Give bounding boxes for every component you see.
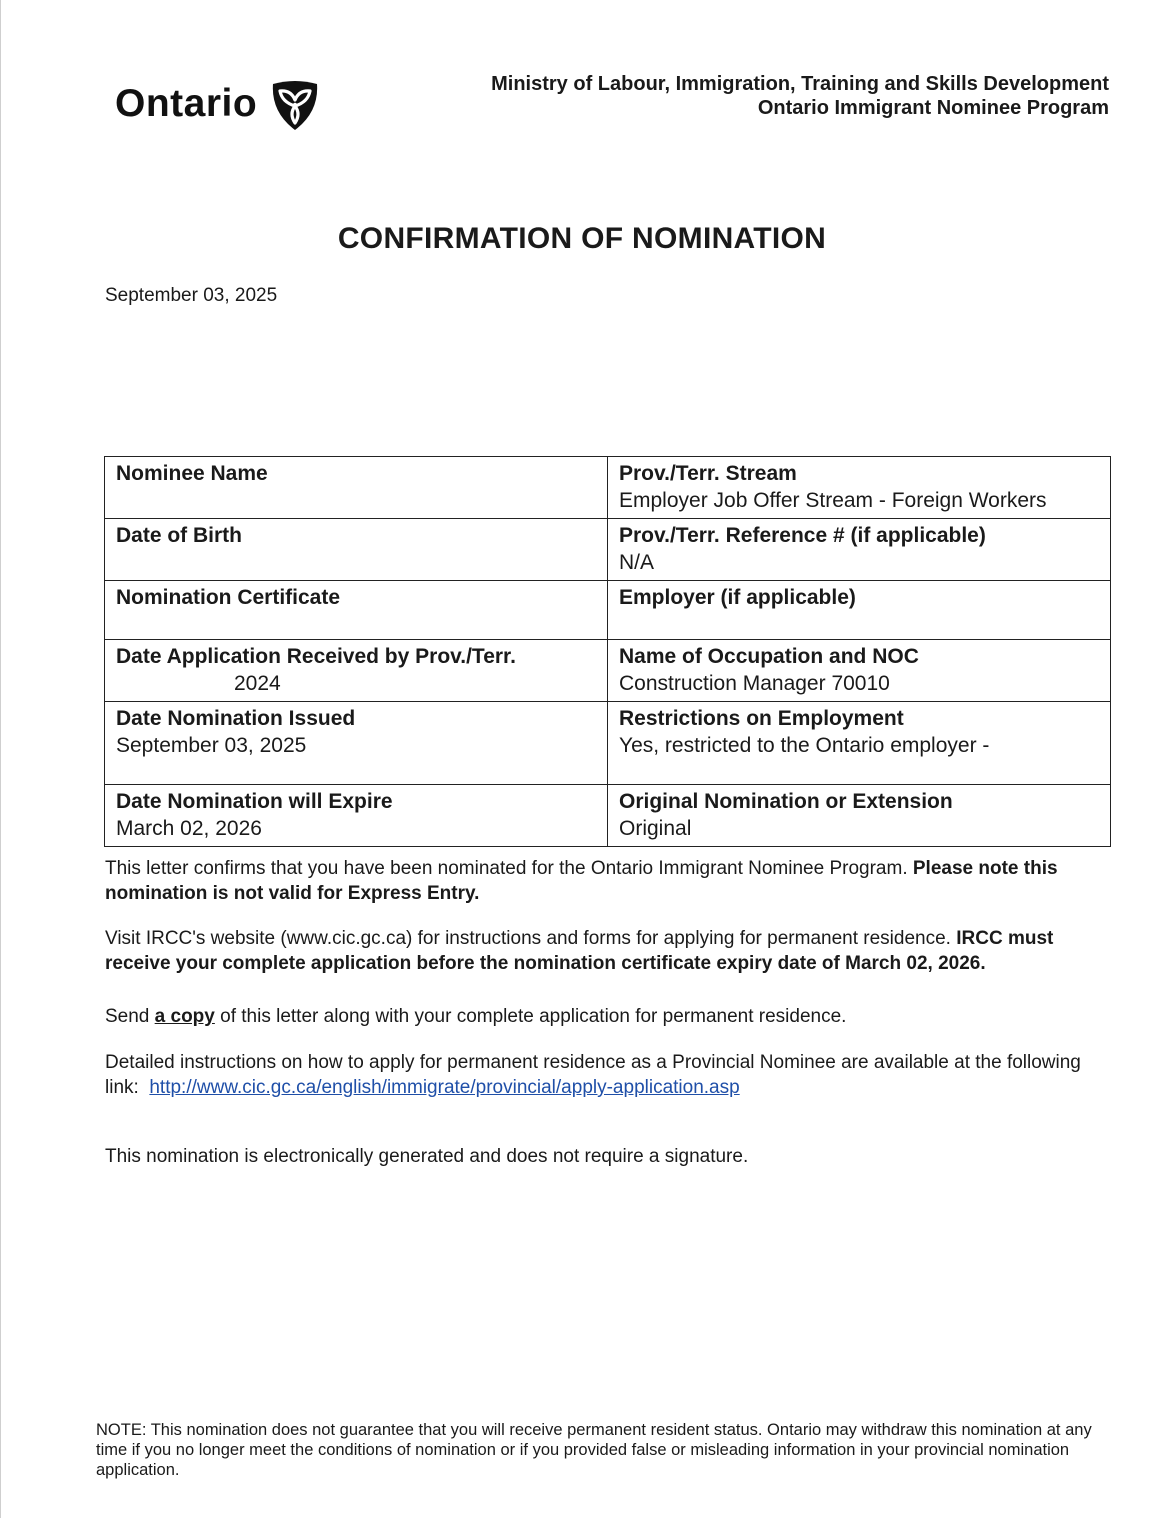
field-label: Date Nomination Issued — [116, 707, 356, 730]
field-label: Date Application Received by Prov./Terr. — [116, 645, 516, 668]
field-label: Original Nomination or Extension — [619, 790, 953, 813]
apply-application-link[interactable]: http://www.cic.gc.ca/english/immigrate/provincial/apply-application.asp — [149, 1077, 740, 1098]
logo-wordmark: Ontario — [115, 82, 258, 125]
field-label: Prov./Terr. Stream — [619, 462, 797, 485]
table-cell — [608, 702, 1111, 785]
field-value: Construction Manager 70010 — [619, 672, 890, 695]
ministry-header — [491, 72, 1109, 120]
field-value: N/A — [619, 551, 655, 574]
table-cell — [608, 581, 1111, 640]
field-label: Date Nomination will Expire — [116, 790, 393, 813]
table-row — [105, 457, 1111, 519]
paragraph-text: This nomination is electronically generated and does not require a signature. — [105, 1146, 749, 1167]
table-cell — [608, 785, 1111, 847]
table-cell — [105, 519, 608, 581]
paragraph-text: Detailed instructions on how to apply for permanent residence as a Provincial Nominee are available at the following link: — [105, 1052, 1081, 1098]
field-value: Employer Job Offer Stream - Foreign Workers — [619, 489, 1047, 512]
field-label: Prov./Terr. Reference # (if applicable) — [619, 524, 986, 547]
paragraph-bold-text: Please note this nomination is not valid for Express Entry. — [105, 858, 1058, 904]
paragraph-text: Send — [105, 1006, 150, 1027]
paragraph-bold-text: IRCC must receive your complete application before the nomination certificate expiry date of March 02, 2026. — [105, 928, 1054, 974]
table-cell — [105, 702, 608, 785]
paragraph-send-copy — [105, 1004, 1105, 1029]
program-name: Ontario Immigrant Nominee Program — [757, 97, 1109, 119]
table-cell — [105, 457, 608, 519]
paragraph-text: This letter confirms that you have been nominated for the Ontario Immigrant Nominee Program. — [105, 858, 908, 879]
paragraph-confirmation — [105, 856, 1105, 906]
nomination-details-table — [104, 456, 1111, 847]
table-row — [105, 581, 1111, 640]
table-row — [105, 640, 1111, 702]
table-cell — [105, 785, 608, 847]
document-title: CONFIRMATION OF NOMINATION — [337, 222, 827, 255]
table-row — [105, 519, 1111, 581]
paragraph-instructions — [105, 1050, 1105, 1100]
ministry-name: Ministry of Labour, Immigration, Training and Skills Development — [491, 73, 1109, 95]
field-label: Restrictions on Employment — [619, 707, 904, 730]
table-cell — [105, 581, 608, 640]
field-value: September 03, 2025 — [116, 734, 307, 757]
field-label: Nomination Certificate — [116, 586, 341, 609]
paragraph-ircc — [105, 926, 1105, 976]
field-label: Date of Birth — [116, 524, 242, 547]
field-value: 2024 — [234, 672, 281, 695]
table-cell — [608, 519, 1111, 581]
paragraph-text: Visit IRCC's website (www.cic.gc.ca) for instructions and forms for applying for permanent residence. — [105, 928, 951, 949]
letter-date: September 03, 2025 — [105, 285, 278, 306]
table-cell — [608, 457, 1111, 519]
table-row — [105, 702, 1111, 785]
paragraph-text: of this letter along with your complete application for permanent residence. — [220, 1006, 847, 1027]
table-cell — [105, 640, 608, 702]
field-value: March 02, 2026 — [116, 817, 262, 840]
underlined-text: a copy — [154, 1006, 215, 1027]
field-label: Name of Occupation and NOC — [619, 645, 919, 668]
field-value: Original — [619, 817, 692, 840]
field-value: Yes, restricted to the Ontario employer - — [619, 734, 990, 757]
ontario-logo — [115, 76, 323, 132]
table-cell — [608, 640, 1111, 702]
trillium-icon — [267, 76, 323, 132]
field-label: Nominee Name — [116, 462, 268, 485]
field-label: Employer (if applicable) — [619, 586, 856, 609]
paragraph-electronic — [105, 1144, 1105, 1169]
footer-note: NOTE: This nomination does not guarantee that you will receive permanent resident status. Ontario may withdraw this nomination at any time if you no longer meet the conditions of nomination or if you provided false or misleading information in your provincial nomination application. — [96, 1421, 1092, 1479]
table-row — [105, 785, 1111, 847]
